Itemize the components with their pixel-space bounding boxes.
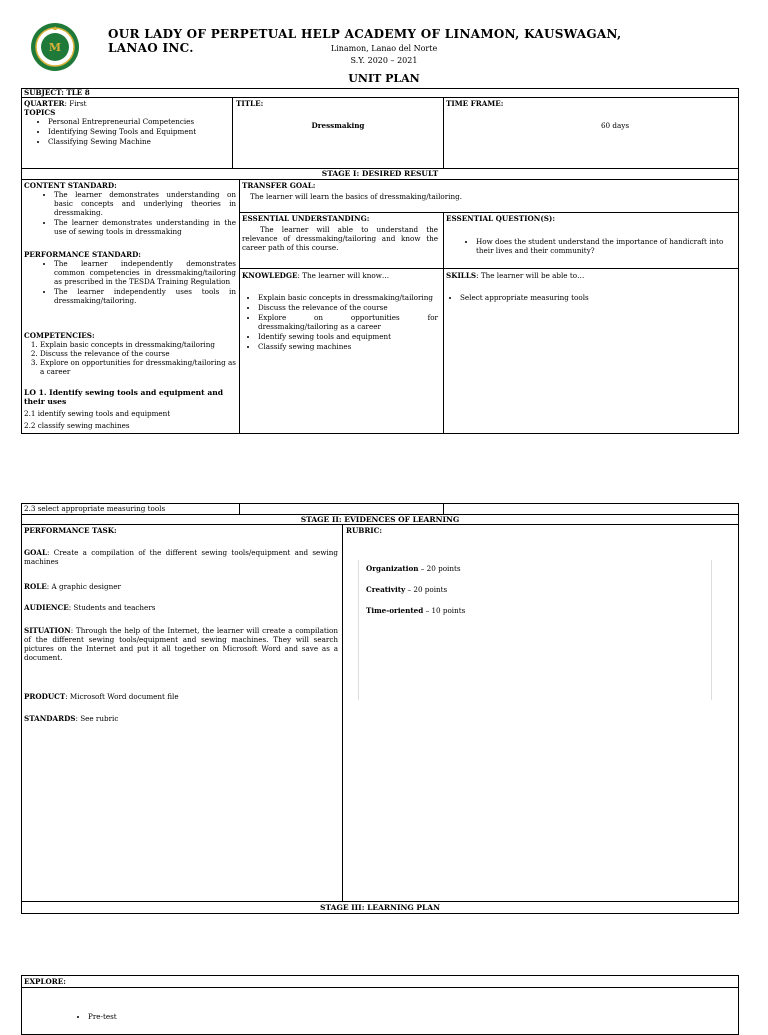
knowledge-item: • Discuss the relevance of the course bbox=[258, 303, 438, 312]
explore-item: • Pre-test bbox=[88, 1012, 360, 1021]
performance-standard-label: PERFORMANCE STANDARD: bbox=[24, 250, 141, 259]
competency-item: 2. Discuss the relevance of the course bbox=[40, 349, 236, 358]
skills-list bbox=[446, 293, 736, 303]
knowledge-item: • Identify sewing tools and equipment bbox=[258, 332, 438, 341]
topic-item: • Classifying Sewing Machine bbox=[48, 137, 229, 146]
essential-questions-list bbox=[446, 237, 736, 256]
situation-text: SITUATION: Through the help of the Internet, the learner will create a compilation of the different sewing tools/equipment and sewing machines. They will search pictures on the Internet and put it all together on Microsoft Word and save as a document. bbox=[24, 626, 338, 662]
skills-heading: SKILLS: The learner will be able to… bbox=[446, 271, 585, 280]
goal-text: GOAL: Create a compilation of the different sewing tools/equipment and sewing machines bbox=[24, 548, 338, 566]
stage3-heading: STAGE III: LEARNING PLAN bbox=[320, 903, 440, 912]
school-year: S.Y. 2020 – 2021 bbox=[350, 56, 418, 65]
role-text: ROLE: A graphic designer bbox=[24, 582, 121, 591]
school-address: Linamon, Lanao del Norte bbox=[330, 44, 438, 53]
lo1-item: 2.2 classify sewing machines bbox=[24, 421, 130, 430]
rubric-item: Organization – 20 points bbox=[366, 564, 461, 573]
content-standard-item: • The learner demonstrates understanding in the use of sewing tools in dressmaking bbox=[54, 218, 236, 236]
content-standard-label: CONTENT STANDARD: bbox=[24, 181, 117, 190]
svg-text:M: M bbox=[48, 41, 62, 54]
essential-question-item: • How does the student understand the importance of handicraft into their lives and their community? bbox=[476, 237, 736, 255]
competency-item: 1. Explain basic concepts in dressmaking/tailoring bbox=[40, 340, 236, 349]
document-title: UNIT PLAN bbox=[348, 72, 420, 85]
stage2-heading: STAGE II: EVIDENCES OF LEARNING bbox=[300, 515, 460, 524]
essential-questions-label: ESSENTIAL QUESTION(S): bbox=[446, 214, 555, 223]
topic-item: • Identifying Sewing Tools and Equipment bbox=[48, 127, 229, 136]
stage1-heading: STAGE I: DESIRED RESULT bbox=[321, 169, 439, 178]
knowledge-item: • Explore on opportunities for dressmaking/tailoring as a career bbox=[258, 313, 438, 331]
rubric-item: Time-oriented – 10 points bbox=[366, 606, 466, 615]
knowledge-heading: KNOWLEDGE: The learner will know… bbox=[242, 271, 390, 280]
content-standard-list bbox=[24, 190, 236, 237]
content-standard-item: • The learner demonstrates understanding on basic concepts and underlying theories in dressmaking. bbox=[54, 190, 236, 217]
topic-item: • Personal Entrepreneurial Competencies bbox=[48, 117, 229, 126]
explore-list bbox=[60, 1012, 360, 1022]
rubric-item: Creativity – 20 points bbox=[366, 585, 448, 594]
knowledge-item: • Explain basic concepts in dressmaking/tailoring bbox=[258, 293, 438, 302]
skills-item: • Select appropriate measuring tools bbox=[460, 293, 736, 302]
lo1-label: LO 1. Identify sewing tools and equipment and their uses bbox=[24, 388, 224, 406]
time-frame-value: 60 days bbox=[600, 121, 630, 130]
competencies-label: COMPETENCIES: bbox=[24, 331, 95, 340]
knowledge-list bbox=[242, 293, 438, 352]
performance-standard-list bbox=[24, 259, 236, 306]
essential-understanding-text: The learner will able to understand the relevance of dressmaking/tailoring and know the career path of this course. bbox=[242, 225, 438, 252]
rubric-label: RUBRIC: bbox=[346, 526, 383, 535]
standards-text: STANDARDS: See rubric bbox=[24, 714, 119, 723]
explore-label: EXPLORE: bbox=[24, 977, 66, 986]
school-name: OUR LADY OF PERPETUAL HELP ACADEMY OF LINAMON, KAUSWAGAN, LANAO INC. bbox=[108, 27, 622, 55]
quarter: QUARTER: First bbox=[24, 99, 87, 108]
essential-understanding-label: ESSENTIAL UNDERSTANDING: bbox=[242, 214, 370, 223]
performance-standard-item: • The learner independently uses tools in dressmaking/tailoring. bbox=[54, 287, 236, 305]
title-label: TITLE: bbox=[236, 99, 264, 108]
transfer-goal-text: The learner will learn the basics of dressmaking/tailoring. bbox=[250, 192, 462, 201]
competency-item: 3. Explore on opportunities for dressmaking/tailoring as a career bbox=[40, 358, 236, 376]
lo1-item: 2.1 identify sewing tools and equipment bbox=[24, 409, 171, 418]
product-text: PRODUCT: Microsoft Word document file bbox=[24, 692, 179, 701]
subject-label: SUBJECT: TLE 8 bbox=[24, 88, 90, 97]
audience-text: AUDIENCE: Students and teachers bbox=[24, 603, 156, 612]
rubric-box bbox=[358, 560, 712, 700]
transfer-goal-label: TRANSFER GOAL: bbox=[242, 181, 316, 190]
title-value: Dressmaking bbox=[311, 121, 365, 130]
topics-list bbox=[24, 117, 229, 147]
learning-plan-table bbox=[21, 975, 739, 1035]
carry-over-item: 2.3 select appropriate measuring tools bbox=[24, 504, 166, 513]
performance-task-label: PERFORMANCE TASK: bbox=[24, 526, 117, 535]
performance-standard-item: • The learner independently demonstrates common competencies in dressmaking/tailoring as prescribed in the TESDA Training Regulation bbox=[54, 259, 236, 286]
knowledge-item: • Classify sewing machines bbox=[258, 342, 438, 351]
topics-label: TOPICS bbox=[24, 108, 56, 117]
time-frame-label: TIME FRAME: bbox=[446, 99, 504, 108]
competencies-list bbox=[24, 340, 236, 376]
